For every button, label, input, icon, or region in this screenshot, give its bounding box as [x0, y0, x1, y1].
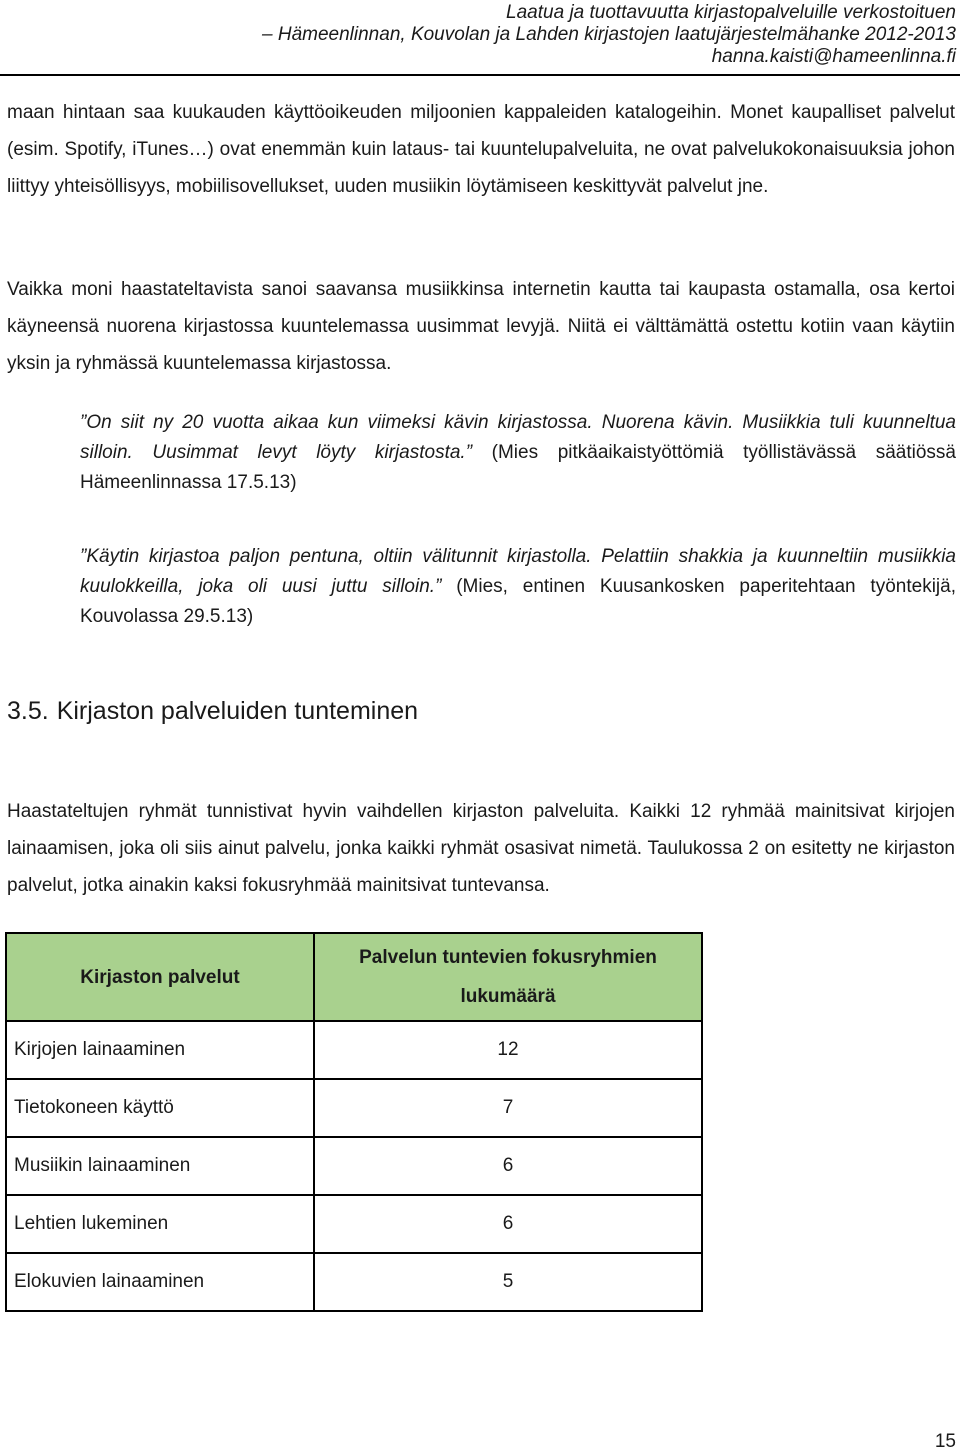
quote-attribution: (Mies pitkäaikaistyöttömiä työllistävässä säätiössä Hämeenlinnassa 17.5.13) [80, 442, 956, 493]
header-divider [0, 74, 960, 76]
paragraph-library-services: Haastateltujen ryhmät tunnistivat hyvin vaihdellen kirjaston palveluita. Kaikki 12 ryhmää mainitsivat kirjojen lainaamisen, joka oli siis ainut palvelu, jonka kaikki ryhmät osasivat nimetä. Taulukossa 2 on esitetty ne kirjaston palvelut, jotka ainakin kaksi fokusryhmää mainitsivat tuntevansa. [7, 801, 955, 896]
count-cell: 5 [314, 1253, 702, 1311]
project-subtitle: – Hämeenlinnan, Kouvolan ja Lahden kirjastojen laatujärjestelmähanke 2012-2013 [262, 24, 956, 45]
quote-attribution: (Mies, entinen Kuusankosken paperitehtaan työntekijä, Kouvolassa 29.5.13) [80, 576, 956, 627]
section-number: 3.5. [7, 697, 49, 725]
service-cell: Kirjojen lainaaminen [6, 1021, 314, 1079]
paragraph-interviewees: Vaikka moni haastateltavista sanoi saavansa musiikkinsa internetin kautta tai kaupasta ostamalla, osa kertoi käyneensä nuorena kirjastossa kuuntelemassa uusimmat levyjä. Niitä ei välttämättä ostettu kotiin vaan käytiin yksin ja ryhmässä kuuntelemassa kirjastossa. [7, 279, 955, 374]
contact-email: hanna.kaisti@hameenlinna.fi [711, 46, 956, 67]
count-cell: 12 [314, 1021, 702, 1079]
count-cell: 6 [314, 1195, 702, 1253]
interview-quote [80, 408, 956, 498]
count-cell: 6 [314, 1137, 702, 1195]
column-header-service: Kirjaston palvelut [6, 933, 314, 1021]
section-title: Kirjaston palveluiden tunteminen [56, 697, 419, 725]
service-cell: Lehtien lukeminen [6, 1195, 314, 1253]
library-services-table [5, 932, 703, 1312]
service-cell: Musiikin lainaaminen [6, 1137, 314, 1195]
interview-quote [80, 542, 956, 632]
project-title: Laatua ja tuottavuutta kirjastopalveluille verkostoituen [506, 2, 956, 23]
page-header [262, 2, 956, 68]
table-row [6, 1021, 702, 1079]
quote-text: ”Käytin kirjastoa paljon pentuna, oltiin välitunnit kirjastolla. Pelattiin shakkia ja kuunneltiin musiikkia kuulokkeilla, joka oli uusi juttu silloin.” [80, 546, 956, 597]
table-row [6, 1195, 702, 1253]
table-row [6, 1079, 702, 1137]
table-header-row [6, 933, 702, 1021]
count-cell: 7 [314, 1079, 702, 1137]
column-header-count: Palvelun tuntevien fokusryhmien lukumäärä [314, 933, 702, 1021]
section-heading [7, 697, 418, 726]
table-row [6, 1253, 702, 1311]
table-row [6, 1137, 702, 1195]
paragraph-music-services: maan hintaan saa kuukauden käyttöoikeuden miljoonien kappaleiden katalogeihin. Monet kaupalliset palvelut (esim. Spotify, iTunes…) ovat enemmän kuin lataus- tai kuuntelupalveluita, ne ovat palvelukokonaisuuksia johon liittyy yhteisöllisyys, mobiilisovellukset, uuden musiikin löytämiseen keskittyvät palvelut jne. [7, 102, 955, 197]
quote-text: ”On siit ny 20 vuotta aikaa kun viimeksi kävin kirjastossa. Nuorena kävin. Musiikkia tuli kuunneltua silloin. Uusimmat levyt löyty kirjastosta.” [80, 412, 956, 463]
service-cell: Tietokoneen käyttö [6, 1079, 314, 1137]
service-cell: Elokuvien lainaaminen [6, 1253, 314, 1311]
page-number: 15 [934, 1431, 956, 1452]
